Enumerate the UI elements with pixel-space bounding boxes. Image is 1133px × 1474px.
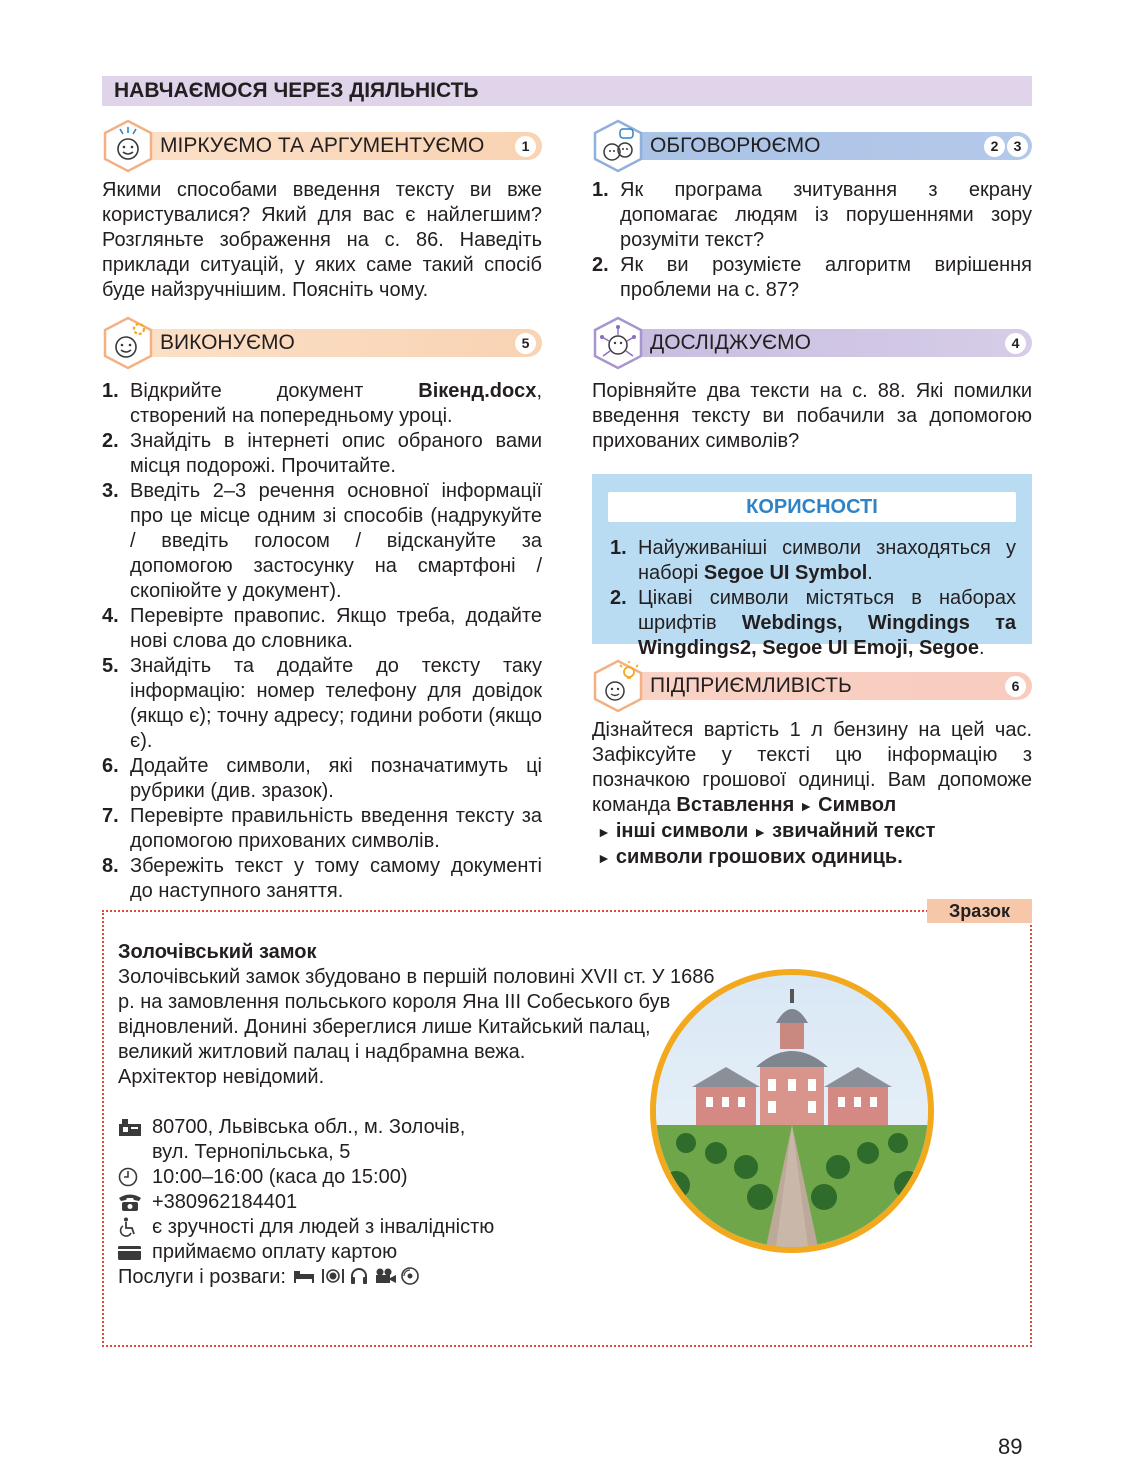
phone-row: +380962184401	[118, 1190, 728, 1215]
list-item: 1. Відкрийте документ Вікенд.docx, створений на попередньому уроці.	[102, 380, 542, 427]
reason-section-header	[102, 118, 542, 170]
list-item: 7. Перевірте правильність введення тексту за допомогою прихованих символів.	[102, 805, 542, 852]
do-title: ВИКОНУЄМО	[132, 329, 542, 357]
section-header: НАВЧАЄМОСЯ ЧЕРЕЗ ДІЯЛЬНІСТЬ	[102, 76, 1032, 106]
tips-list	[608, 536, 1016, 661]
triangle-right-icon: ►	[799, 798, 814, 814]
castle-illustration	[656, 975, 928, 1247]
triangle-right-icon: ►	[597, 824, 611, 840]
credit-card-icon	[118, 1242, 142, 1262]
sample-title: Золочівський замок	[118, 941, 317, 963]
list-item: 2. Як ви розумієте алгоритм вирішення проблеми на с. 87?	[592, 254, 1032, 301]
payment-row: приймаємо оплату картою	[118, 1240, 728, 1265]
services-icons	[292, 1266, 432, 1286]
task-number-badge: 1	[515, 136, 536, 157]
enterprise-text: Дізнайтеся вартість 1 л бензину на цей час. Зафіксуйте у тексті цю інформацію з позначкою грошової одиниці. Вам допоможе команда Вставлення ► Символ ► інші символи ► звичайний текст ► символи грошових одиниць.	[592, 719, 1032, 868]
list-item: 4. Перевірте правопис. Якщо треба, додайте нові слова до словника.	[102, 605, 542, 652]
list-item: 1. Як програма зчитування з екрану допомагає людям із порушеннями зору розуміти текст?	[592, 179, 1032, 251]
list-item: 2. Цікаві символи містяться в наборах шрифтів Webdings, Wingdings та Wingdings2, Segoe UI Emoji, Segoe.	[610, 587, 1016, 659]
task-number-badge: 4	[1005, 333, 1026, 354]
tips-box	[592, 474, 1032, 659]
left-column	[102, 118, 542, 904]
list-item: 1. Найуживаніші символи знаходяться у наборі Segoe UI Symbol.	[610, 537, 1016, 584]
sample-architect: Архітектор невідомий.	[118, 1066, 325, 1088]
headphones-icon	[351, 1269, 367, 1284]
dining-icon	[322, 1269, 344, 1283]
research-text: Порівняйте два тексти на с. 88. Які помилки введення тексту ви побачили за допомогою прихованих символів?	[592, 380, 1032, 452]
right-column	[592, 118, 1032, 871]
page-number: 89	[998, 1434, 1023, 1459]
tips-title: КОРИСНОСТІ	[608, 492, 1016, 522]
network-face-icon	[592, 315, 644, 371]
wheelchair-icon	[118, 1217, 142, 1237]
enterprise-section-header	[592, 658, 1032, 710]
sample-box	[102, 901, 1032, 1347]
triangle-right-icon: ►	[597, 850, 611, 866]
sample-tag: Зразок	[927, 899, 1032, 923]
reason-title: МІРКУЄМО ТА АРГУМЕНТУЄМО	[132, 132, 542, 160]
disc-icon	[402, 1268, 418, 1284]
do-steps-list	[102, 379, 542, 904]
address-row: 80700, Львівська обл., м. Золочів, вул. Тернопільська, 5	[118, 1115, 728, 1165]
film-camera-icon	[376, 1269, 396, 1284]
task-number-badge: 6	[1005, 676, 1026, 697]
triangle-right-icon: ►	[753, 824, 768, 840]
list-item: 3. Введіть 2–3 речення основної інформації про це місце одним зі способів (надрукуйте / введіть голосом / відскануйте за допомогою застосунку на смартфоні / скопіюйте у документ).	[102, 480, 542, 602]
research-section-header	[592, 315, 1032, 367]
list-item: 6. Додайте символи, які позначатимуть ці рубрики (див. зразок).	[102, 755, 542, 802]
hours-row: 10:00–16:00 (каса до 15:00)	[118, 1165, 728, 1190]
list-item: 5. Знайдіть та додайте до тексту таку інформацію: номер телефону для довідок (якщо є); точну адресу; години роботи (якщо є).	[102, 655, 542, 752]
services-row: Послуги і розваги:	[118, 1265, 728, 1290]
castle-photo	[650, 969, 934, 1253]
discussion-faces-icon	[592, 118, 644, 174]
list-item: 2. Знайдіть в інтернеті опис обраного вами місця подорожі. Прочитайте.	[102, 430, 542, 477]
sample-body: Золочівський замок збудовано в першій половині XVII ст. У 1686 р. на замовлення польського короля Яна III Собеського був відновлений. Донині збереглися лише Китайський палац, великий житловий палац і надбрамна вежа.	[118, 966, 715, 1063]
telephone-icon	[118, 1192, 142, 1212]
discuss-title: ОБГОВОРЮЄМО	[622, 132, 1032, 160]
accessibility-row: є зручності для людей з інвалідністю	[118, 1215, 728, 1240]
task-number-badge: 5	[515, 333, 536, 354]
enterprise-title: ПІДПРИЄМЛИВІСТЬ	[622, 672, 1032, 700]
task-number-badge: 3	[1007, 136, 1028, 157]
mailbox-icon	[118, 1117, 142, 1137]
research-title: ДОСЛІДЖУЄМО	[622, 329, 1032, 357]
clock-icon	[118, 1167, 142, 1187]
thinking-face-icon	[102, 118, 154, 174]
list-item: 8. Збережіть текст у тому самому документі до наступного заняття.	[102, 855, 542, 902]
sample-text	[118, 940, 728, 1290]
discuss-section-header	[592, 118, 1032, 170]
reason-text: Якими способами введення тексту ви вже користувалися? Який для вас є найлегшим? Розгляньте зображення на с. 86. Наведіть приклади ситуацій, у яких саме такий спосіб буде найзручнішим. Поясніть чому.	[102, 179, 542, 301]
lightbulb-face-icon	[592, 658, 644, 714]
do-section-header	[102, 315, 542, 367]
task-number-badge: 2	[984, 136, 1005, 157]
gear-face-icon	[102, 315, 154, 371]
bed-icon	[294, 1271, 314, 1283]
discuss-list	[592, 178, 1032, 303]
